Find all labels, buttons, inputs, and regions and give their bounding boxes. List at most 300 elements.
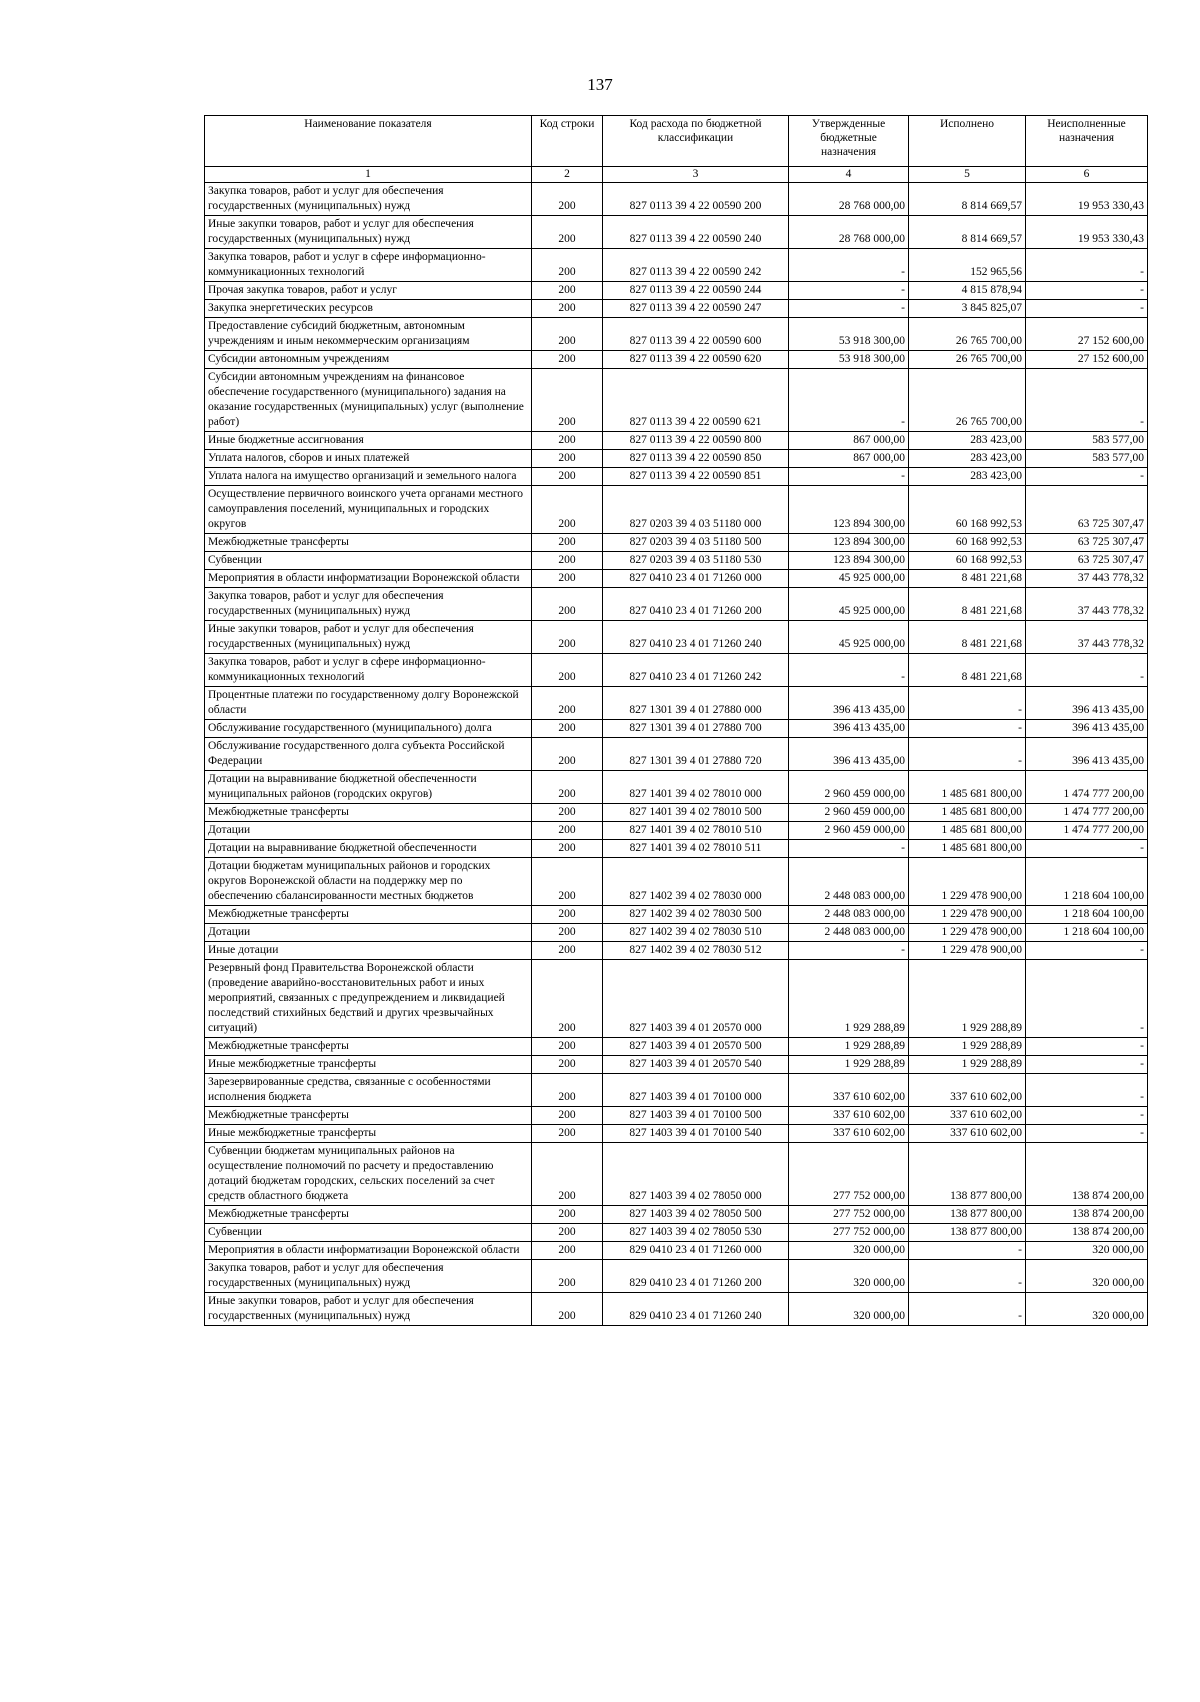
- row-line-code-cell: 200: [532, 858, 603, 906]
- row-expense-code-cell: 827 1403 39 4 02 78050 500: [603, 1206, 789, 1224]
- row-approved-cell: -: [789, 249, 909, 282]
- row-name-cell: Обслуживание государственного (муниципального) долга: [205, 720, 532, 738]
- row-executed-cell: 1 485 681 800,00: [909, 771, 1026, 804]
- table-row: [205, 318, 1148, 351]
- row-line-code-cell: 200: [532, 924, 603, 942]
- table-row: [205, 534, 1148, 552]
- row-executed-cell: -: [909, 687, 1026, 720]
- row-unexecuted-cell: 138 874 200,00: [1026, 1143, 1148, 1206]
- row-name-cell: Прочая закупка товаров, работ и услуг: [205, 282, 532, 300]
- table-row: [205, 1206, 1148, 1224]
- row-line-code-cell: 200: [532, 654, 603, 687]
- row-approved-cell: 1 929 288,89: [789, 1038, 909, 1056]
- row-line-code-cell: 200: [532, 1125, 603, 1143]
- row-name-cell: Зарезервированные средства, связанные с особенностями исполнения бюджета: [205, 1074, 532, 1107]
- row-executed-cell: -: [909, 1293, 1026, 1326]
- row-name-cell: Мероприятия в области информатизации Воронежской области: [205, 570, 532, 588]
- row-executed-cell: 8 481 221,68: [909, 621, 1026, 654]
- table-row: [205, 1056, 1148, 1074]
- row-line-code-cell: 200: [532, 216, 603, 249]
- row-approved-cell: 2 448 083 000,00: [789, 858, 909, 906]
- row-line-code-cell: 200: [532, 942, 603, 960]
- row-unexecuted-cell: 396 413 435,00: [1026, 687, 1148, 720]
- row-unexecuted-cell: 1 474 777 200,00: [1026, 771, 1148, 804]
- row-line-code-cell: 200: [532, 282, 603, 300]
- row-expense-code-cell: 827 0113 39 4 22 00590 851: [603, 468, 789, 486]
- row-executed-cell: 8 481 221,68: [909, 654, 1026, 687]
- row-line-code-cell: 200: [532, 1206, 603, 1224]
- table-row: [205, 282, 1148, 300]
- row-unexecuted-cell: 19 953 330,43: [1026, 216, 1148, 249]
- row-executed-cell: 1 229 478 900,00: [909, 942, 1026, 960]
- row-line-code-cell: 200: [532, 840, 603, 858]
- row-expense-code-cell: 827 1402 39 4 02 78030 000: [603, 858, 789, 906]
- row-executed-cell: 1 229 478 900,00: [909, 906, 1026, 924]
- row-executed-cell: 152 965,56: [909, 249, 1026, 282]
- table-row: [205, 960, 1148, 1038]
- row-executed-cell: 8 814 669,57: [909, 183, 1026, 216]
- row-name-cell: Дотации: [205, 822, 532, 840]
- row-line-code-cell: 200: [532, 588, 603, 621]
- row-executed-cell: 4 815 878,94: [909, 282, 1026, 300]
- row-line-code-cell: 200: [532, 1224, 603, 1242]
- row-unexecuted-cell: 583 577,00: [1026, 450, 1148, 468]
- row-line-code-cell: 200: [532, 822, 603, 840]
- row-name-cell: Процентные платежи по государственному долгу Воронежской области: [205, 687, 532, 720]
- table-row: [205, 1293, 1148, 1326]
- row-approved-cell: 2 448 083 000,00: [789, 906, 909, 924]
- row-expense-code-cell: 827 0113 39 4 22 00590 600: [603, 318, 789, 351]
- row-unexecuted-cell: 396 413 435,00: [1026, 738, 1148, 771]
- row-unexecuted-cell: 1 218 604 100,00: [1026, 924, 1148, 942]
- row-approved-cell: 45 925 000,00: [789, 570, 909, 588]
- row-expense-code-cell: 827 0410 23 4 01 71260 000: [603, 570, 789, 588]
- row-approved-cell: 277 752 000,00: [789, 1206, 909, 1224]
- table-row: [205, 1260, 1148, 1293]
- row-expense-code-cell: 827 1403 39 4 01 70100 500: [603, 1107, 789, 1125]
- row-name-cell: Мероприятия в области информатизации Воронежской области: [205, 1242, 532, 1260]
- row-approved-cell: -: [789, 468, 909, 486]
- row-approved-cell: 277 752 000,00: [789, 1224, 909, 1242]
- row-name-cell: Дотации на выравнивание бюджетной обеспеченности муниципальных районов (городских округов): [205, 771, 532, 804]
- row-line-code-cell: 200: [532, 1056, 603, 1074]
- row-expense-code-cell: 827 1403 39 4 01 20570 000: [603, 960, 789, 1038]
- row-approved-cell: 123 894 300,00: [789, 552, 909, 570]
- row-line-code-cell: 200: [532, 1260, 603, 1293]
- row-name-cell: Субвенции: [205, 552, 532, 570]
- row-unexecuted-cell: 63 725 307,47: [1026, 486, 1148, 534]
- table-row: [205, 654, 1148, 687]
- row-line-code-cell: 200: [532, 771, 603, 804]
- table-row: [205, 840, 1148, 858]
- row-unexecuted-cell: -: [1026, 942, 1148, 960]
- row-name-cell: Закупка товаров, работ и услуг для обеспечения государственных (муниципальных) нужд: [205, 588, 532, 621]
- row-executed-cell: 1 485 681 800,00: [909, 804, 1026, 822]
- row-line-code-cell: 200: [532, 1107, 603, 1125]
- row-line-code-cell: 200: [532, 486, 603, 534]
- row-executed-cell: 60 168 992,53: [909, 486, 1026, 534]
- column-number: 1: [205, 167, 532, 183]
- row-unexecuted-cell: -: [1026, 468, 1148, 486]
- row-line-code-cell: 200: [532, 804, 603, 822]
- row-line-code-cell: 200: [532, 1293, 603, 1326]
- row-expense-code-cell: 827 0113 39 4 22 00590 621: [603, 369, 789, 432]
- row-executed-cell: 1 929 288,89: [909, 960, 1026, 1038]
- row-approved-cell: 396 413 435,00: [789, 738, 909, 771]
- row-executed-cell: 1 229 478 900,00: [909, 858, 1026, 906]
- row-name-cell: Иные закупки товаров, работ и услуг для обеспечения государственных (муниципальных) нужд: [205, 621, 532, 654]
- row-unexecuted-cell: 1 218 604 100,00: [1026, 906, 1148, 924]
- row-executed-cell: 26 765 700,00: [909, 351, 1026, 369]
- row-line-code-cell: 200: [532, 570, 603, 588]
- row-unexecuted-cell: 27 152 600,00: [1026, 318, 1148, 351]
- row-name-cell: Обслуживание государственного долга субъекта Российской Федерации: [205, 738, 532, 771]
- row-name-cell: Межбюджетные трансферты: [205, 534, 532, 552]
- table-row: [205, 570, 1148, 588]
- row-name-cell: Закупка товаров, работ и услуг в сфере информационно-коммуникационных технологий: [205, 654, 532, 687]
- row-name-cell: Дотации на выравнивание бюджетной обеспеченности: [205, 840, 532, 858]
- table-row: [205, 621, 1148, 654]
- row-unexecuted-cell: -: [1026, 840, 1148, 858]
- row-unexecuted-cell: 320 000,00: [1026, 1260, 1148, 1293]
- table-row: [205, 552, 1148, 570]
- row-unexecuted-cell: -: [1026, 249, 1148, 282]
- row-approved-cell: 28 768 000,00: [789, 183, 909, 216]
- row-expense-code-cell: 827 1402 39 4 02 78030 512: [603, 942, 789, 960]
- row-executed-cell: 8 481 221,68: [909, 570, 1026, 588]
- row-executed-cell: 8 814 669,57: [909, 216, 1026, 249]
- row-expense-code-cell: 827 1402 39 4 02 78030 500: [603, 906, 789, 924]
- row-expense-code-cell: 827 0113 39 4 22 00590 247: [603, 300, 789, 318]
- row-unexecuted-cell: -: [1026, 1074, 1148, 1107]
- row-expense-code-cell: 827 1401 39 4 02 78010 510: [603, 822, 789, 840]
- table-row: [205, 468, 1148, 486]
- table-row: [205, 1224, 1148, 1242]
- row-approved-cell: 2 960 459 000,00: [789, 771, 909, 804]
- table-row: [205, 1074, 1148, 1107]
- column-number: 3: [603, 167, 789, 183]
- row-expense-code-cell: 827 1401 39 4 02 78010 500: [603, 804, 789, 822]
- row-name-cell: Субсидии автономным учреждениям на финансовое обеспечение государственного (муниципального) задания на оказание государственных (муниципальных) услуг (выполнение работ): [205, 369, 532, 432]
- row-approved-cell: 123 894 300,00: [789, 534, 909, 552]
- table-row: [205, 804, 1148, 822]
- row-expense-code-cell: 827 0113 39 4 22 00590 800: [603, 432, 789, 450]
- budget-execution-table: [204, 115, 1148, 1326]
- row-unexecuted-cell: 396 413 435,00: [1026, 720, 1148, 738]
- row-expense-code-cell: 827 1403 39 4 02 78050 530: [603, 1224, 789, 1242]
- row-approved-cell: 2 448 083 000,00: [789, 924, 909, 942]
- column-number: 4: [789, 167, 909, 183]
- row-unexecuted-cell: -: [1026, 1125, 1148, 1143]
- row-name-cell: Межбюджетные трансферты: [205, 804, 532, 822]
- row-expense-code-cell: 829 0410 23 4 01 71260 200: [603, 1260, 789, 1293]
- row-executed-cell: 337 610 602,00: [909, 1125, 1026, 1143]
- row-unexecuted-cell: 63 725 307,47: [1026, 534, 1148, 552]
- row-expense-code-cell: 827 0203 39 4 03 51180 000: [603, 486, 789, 534]
- row-executed-cell: 337 610 602,00: [909, 1074, 1026, 1107]
- row-expense-code-cell: 827 1403 39 4 01 20570 540: [603, 1056, 789, 1074]
- table-row: [205, 942, 1148, 960]
- table-row: [205, 183, 1148, 216]
- header-indicator-name: Наименование показателя: [205, 116, 532, 167]
- row-name-cell: Межбюджетные трансферты: [205, 1107, 532, 1125]
- row-unexecuted-cell: 1 218 604 100,00: [1026, 858, 1148, 906]
- row-executed-cell: -: [909, 1260, 1026, 1293]
- row-line-code-cell: 200: [532, 687, 603, 720]
- table-row: [205, 249, 1148, 282]
- row-line-code-cell: 200: [532, 552, 603, 570]
- row-line-code-cell: 200: [532, 1242, 603, 1260]
- row-line-code-cell: 200: [532, 1143, 603, 1206]
- row-approved-cell: -: [789, 300, 909, 318]
- row-expense-code-cell: 827 0203 39 4 03 51180 500: [603, 534, 789, 552]
- row-approved-cell: 867 000,00: [789, 432, 909, 450]
- row-expense-code-cell: 827 0113 39 4 22 00590 620: [603, 351, 789, 369]
- row-line-code-cell: 200: [532, 738, 603, 771]
- row-approved-cell: 53 918 300,00: [789, 351, 909, 369]
- row-approved-cell: 45 925 000,00: [789, 588, 909, 621]
- table-row: [205, 486, 1148, 534]
- row-unexecuted-cell: 138 874 200,00: [1026, 1224, 1148, 1242]
- row-executed-cell: 26 765 700,00: [909, 369, 1026, 432]
- row-unexecuted-cell: 1 474 777 200,00: [1026, 822, 1148, 840]
- row-executed-cell: 283 423,00: [909, 450, 1026, 468]
- row-unexecuted-cell: 1 474 777 200,00: [1026, 804, 1148, 822]
- row-name-cell: Резервный фонд Правительства Воронежской области (проведение аварийно-восстановительных работ и иных мероприятий, связанных с предупреждением и ликвидацией последствий стихийных бедствий и других чрезвычайных ситуаций): [205, 960, 532, 1038]
- row-line-code-cell: 200: [532, 1038, 603, 1056]
- row-unexecuted-cell: 583 577,00: [1026, 432, 1148, 450]
- row-line-code-cell: 200: [532, 249, 603, 282]
- row-approved-cell: 1 929 288,89: [789, 960, 909, 1038]
- table-row: [205, 720, 1148, 738]
- row-line-code-cell: 200: [532, 534, 603, 552]
- row-executed-cell: 1 929 288,89: [909, 1056, 1026, 1074]
- table-row: [205, 450, 1148, 468]
- row-line-code-cell: 200: [532, 450, 603, 468]
- row-line-code-cell: 200: [532, 1074, 603, 1107]
- row-approved-cell: 337 610 602,00: [789, 1125, 909, 1143]
- row-unexecuted-cell: -: [1026, 300, 1148, 318]
- row-expense-code-cell: 827 1301 39 4 01 27880 000: [603, 687, 789, 720]
- row-name-cell: Межбюджетные трансферты: [205, 1206, 532, 1224]
- row-unexecuted-cell: 320 000,00: [1026, 1293, 1148, 1326]
- table-row: [205, 1107, 1148, 1125]
- row-unexecuted-cell: 19 953 330,43: [1026, 183, 1148, 216]
- row-expense-code-cell: 829 0410 23 4 01 71260 240: [603, 1293, 789, 1326]
- row-approved-cell: 867 000,00: [789, 450, 909, 468]
- row-approved-cell: 1 929 288,89: [789, 1056, 909, 1074]
- table-row: [205, 432, 1148, 450]
- row-name-cell: Субвенции бюджетам муниципальных районов на осуществление полномочий по расчету и предоставлению дотаций бюджетам городских, сельских поселений за счет средств областного бюджета: [205, 1143, 532, 1206]
- header-expense-code: Код расхода по бюджетной классификации: [603, 116, 789, 167]
- row-executed-cell: 26 765 700,00: [909, 318, 1026, 351]
- row-name-cell: Осуществление первичного воинского учета органами местного самоуправления поселений, муниципальных и городских округов: [205, 486, 532, 534]
- row-name-cell: Иные закупки товаров, работ и услуг для обеспечения государственных (муниципальных) нужд: [205, 216, 532, 249]
- row-expense-code-cell: 827 0113 39 4 22 00590 244: [603, 282, 789, 300]
- row-line-code-cell: 200: [532, 300, 603, 318]
- row-approved-cell: 28 768 000,00: [789, 216, 909, 249]
- row-name-cell: Иные дотации: [205, 942, 532, 960]
- row-unexecuted-cell: 320 000,00: [1026, 1242, 1148, 1260]
- row-executed-cell: 1 485 681 800,00: [909, 822, 1026, 840]
- row-approved-cell: 2 960 459 000,00: [789, 804, 909, 822]
- row-line-code-cell: 200: [532, 906, 603, 924]
- row-executed-cell: 138 877 800,00: [909, 1206, 1026, 1224]
- row-expense-code-cell: 827 1403 39 4 01 70100 540: [603, 1125, 789, 1143]
- table-row: [205, 1143, 1148, 1206]
- table-row: [205, 300, 1148, 318]
- row-name-cell: Иные межбюджетные трансферты: [205, 1056, 532, 1074]
- row-executed-cell: -: [909, 1242, 1026, 1260]
- row-name-cell: Закупка товаров, работ и услуг для обеспечения государственных (муниципальных) нужд: [205, 183, 532, 216]
- row-unexecuted-cell: 37 443 778,32: [1026, 621, 1148, 654]
- row-name-cell: Иные закупки товаров, работ и услуг для обеспечения государственных (муниципальных) нужд: [205, 1293, 532, 1326]
- row-line-code-cell: 200: [532, 960, 603, 1038]
- column-number: 6: [1026, 167, 1148, 183]
- table-row: [205, 822, 1148, 840]
- row-name-cell: Закупка товаров, работ и услуг в сфере информационно-коммуникационных технологий: [205, 249, 532, 282]
- row-line-code-cell: 200: [532, 468, 603, 486]
- row-unexecuted-cell: -: [1026, 654, 1148, 687]
- table-row: [205, 216, 1148, 249]
- row-unexecuted-cell: 27 152 600,00: [1026, 351, 1148, 369]
- row-line-code-cell: 200: [532, 720, 603, 738]
- table-row: [205, 1242, 1148, 1260]
- row-expense-code-cell: 827 1403 39 4 02 78050 000: [603, 1143, 789, 1206]
- row-approved-cell: -: [789, 369, 909, 432]
- header-executed: Исполнено: [909, 116, 1026, 167]
- row-expense-code-cell: 827 0113 39 4 22 00590 200: [603, 183, 789, 216]
- row-executed-cell: 1 229 478 900,00: [909, 924, 1026, 942]
- row-unexecuted-cell: -: [1026, 1038, 1148, 1056]
- row-approved-cell: 320 000,00: [789, 1260, 909, 1293]
- row-line-code-cell: 200: [532, 318, 603, 351]
- row-executed-cell: 283 423,00: [909, 468, 1026, 486]
- table-row: [205, 369, 1148, 432]
- row-executed-cell: 1 485 681 800,00: [909, 840, 1026, 858]
- row-name-cell: Уплата налога на имущество организаций и земельного налога: [205, 468, 532, 486]
- row-expense-code-cell: 827 1402 39 4 02 78030 510: [603, 924, 789, 942]
- row-unexecuted-cell: 37 443 778,32: [1026, 588, 1148, 621]
- table-row: [205, 924, 1148, 942]
- row-executed-cell: 60 168 992,53: [909, 552, 1026, 570]
- table-row: [205, 906, 1148, 924]
- row-name-cell: Межбюджетные трансферты: [205, 1038, 532, 1056]
- row-name-cell: Дотации бюджетам муниципальных районов и городских округов Воронежской области на поддержку мер по обеспечению сбалансированности местных бюджетов: [205, 858, 532, 906]
- row-unexecuted-cell: -: [1026, 1056, 1148, 1074]
- row-expense-code-cell: 827 1301 39 4 01 27880 700: [603, 720, 789, 738]
- table-row: [205, 588, 1148, 621]
- row-line-code-cell: 200: [532, 351, 603, 369]
- row-line-code-cell: 200: [532, 432, 603, 450]
- row-name-cell: Иные бюджетные ассигнования: [205, 432, 532, 450]
- row-approved-cell: 123 894 300,00: [789, 486, 909, 534]
- row-expense-code-cell: 827 0113 39 4 22 00590 242: [603, 249, 789, 282]
- row-executed-cell: -: [909, 738, 1026, 771]
- row-expense-code-cell: 827 0113 39 4 22 00590 240: [603, 216, 789, 249]
- row-unexecuted-cell: -: [1026, 960, 1148, 1038]
- row-approved-cell: 45 925 000,00: [789, 621, 909, 654]
- table-row: [205, 738, 1148, 771]
- row-unexecuted-cell: 37 443 778,32: [1026, 570, 1148, 588]
- row-expense-code-cell: 827 1401 39 4 02 78010 000: [603, 771, 789, 804]
- row-line-code-cell: 200: [532, 369, 603, 432]
- row-approved-cell: 53 918 300,00: [789, 318, 909, 351]
- row-unexecuted-cell: -: [1026, 282, 1148, 300]
- header-row: [205, 116, 1148, 167]
- row-executed-cell: 8 481 221,68: [909, 588, 1026, 621]
- row-approved-cell: -: [789, 654, 909, 687]
- row-expense-code-cell: 827 0410 23 4 01 71260 242: [603, 654, 789, 687]
- row-executed-cell: 138 877 800,00: [909, 1224, 1026, 1242]
- row-line-code-cell: 200: [532, 621, 603, 654]
- table-row: [205, 1125, 1148, 1143]
- row-unexecuted-cell: 63 725 307,47: [1026, 552, 1148, 570]
- column-number-row: [205, 167, 1148, 183]
- row-expense-code-cell: 827 0113 39 4 22 00590 850: [603, 450, 789, 468]
- row-approved-cell: 2 960 459 000,00: [789, 822, 909, 840]
- header-approved: Утвержденные бюджетные назначения: [789, 116, 909, 167]
- row-executed-cell: 283 423,00: [909, 432, 1026, 450]
- page-number: 137: [587, 75, 613, 94]
- row-expense-code-cell: 827 1401 39 4 02 78010 511: [603, 840, 789, 858]
- column-number: 5: [909, 167, 1026, 183]
- row-expense-code-cell: 829 0410 23 4 01 71260 000: [603, 1242, 789, 1260]
- row-executed-cell: 60 168 992,53: [909, 534, 1026, 552]
- header-line-code: Код строки: [532, 116, 603, 167]
- table-row: [205, 1038, 1148, 1056]
- row-approved-cell: 337 610 602,00: [789, 1074, 909, 1107]
- row-line-code-cell: 200: [532, 183, 603, 216]
- header-unexecuted: Неисполненные назначения: [1026, 116, 1148, 167]
- row-expense-code-cell: 827 0410 23 4 01 71260 240: [603, 621, 789, 654]
- table-row: [205, 771, 1148, 804]
- row-unexecuted-cell: 138 874 200,00: [1026, 1206, 1148, 1224]
- row-approved-cell: 337 610 602,00: [789, 1107, 909, 1125]
- row-name-cell: Субвенции: [205, 1224, 532, 1242]
- row-name-cell: Дотации: [205, 924, 532, 942]
- row-name-cell: Закупка энергетических ресурсов: [205, 300, 532, 318]
- row-name-cell: Предоставление субсидий бюджетным, автономным учреждениям и иным некоммерческим организациям: [205, 318, 532, 351]
- row-approved-cell: -: [789, 282, 909, 300]
- row-name-cell: Иные межбюджетные трансферты: [205, 1125, 532, 1143]
- row-expense-code-cell: 827 1403 39 4 01 20570 500: [603, 1038, 789, 1056]
- row-approved-cell: 320 000,00: [789, 1293, 909, 1326]
- row-expense-code-cell: 827 0410 23 4 01 71260 200: [603, 588, 789, 621]
- row-approved-cell: 396 413 435,00: [789, 687, 909, 720]
- table-row: [205, 687, 1148, 720]
- row-unexecuted-cell: -: [1026, 369, 1148, 432]
- row-executed-cell: -: [909, 720, 1026, 738]
- row-name-cell: Межбюджетные трансферты: [205, 906, 532, 924]
- row-executed-cell: 1 929 288,89: [909, 1038, 1026, 1056]
- row-approved-cell: 396 413 435,00: [789, 720, 909, 738]
- row-name-cell: Субсидии автономным учреждениям: [205, 351, 532, 369]
- row-name-cell: Уплата налогов, сборов и иных платежей: [205, 450, 532, 468]
- row-approved-cell: 277 752 000,00: [789, 1143, 909, 1206]
- row-unexecuted-cell: -: [1026, 1107, 1148, 1125]
- row-executed-cell: 337 610 602,00: [909, 1107, 1026, 1125]
- table-row: [205, 351, 1148, 369]
- row-expense-code-cell: 827 1301 39 4 01 27880 720: [603, 738, 789, 771]
- row-executed-cell: 138 877 800,00: [909, 1143, 1026, 1206]
- column-number: 2: [532, 167, 603, 183]
- row-expense-code-cell: 827 1403 39 4 01 70100 000: [603, 1074, 789, 1107]
- row-executed-cell: 3 845 825,07: [909, 300, 1026, 318]
- row-approved-cell: -: [789, 840, 909, 858]
- row-approved-cell: 320 000,00: [789, 1242, 909, 1260]
- row-name-cell: Закупка товаров, работ и услуг для обеспечения государственных (муниципальных) нужд: [205, 1260, 532, 1293]
